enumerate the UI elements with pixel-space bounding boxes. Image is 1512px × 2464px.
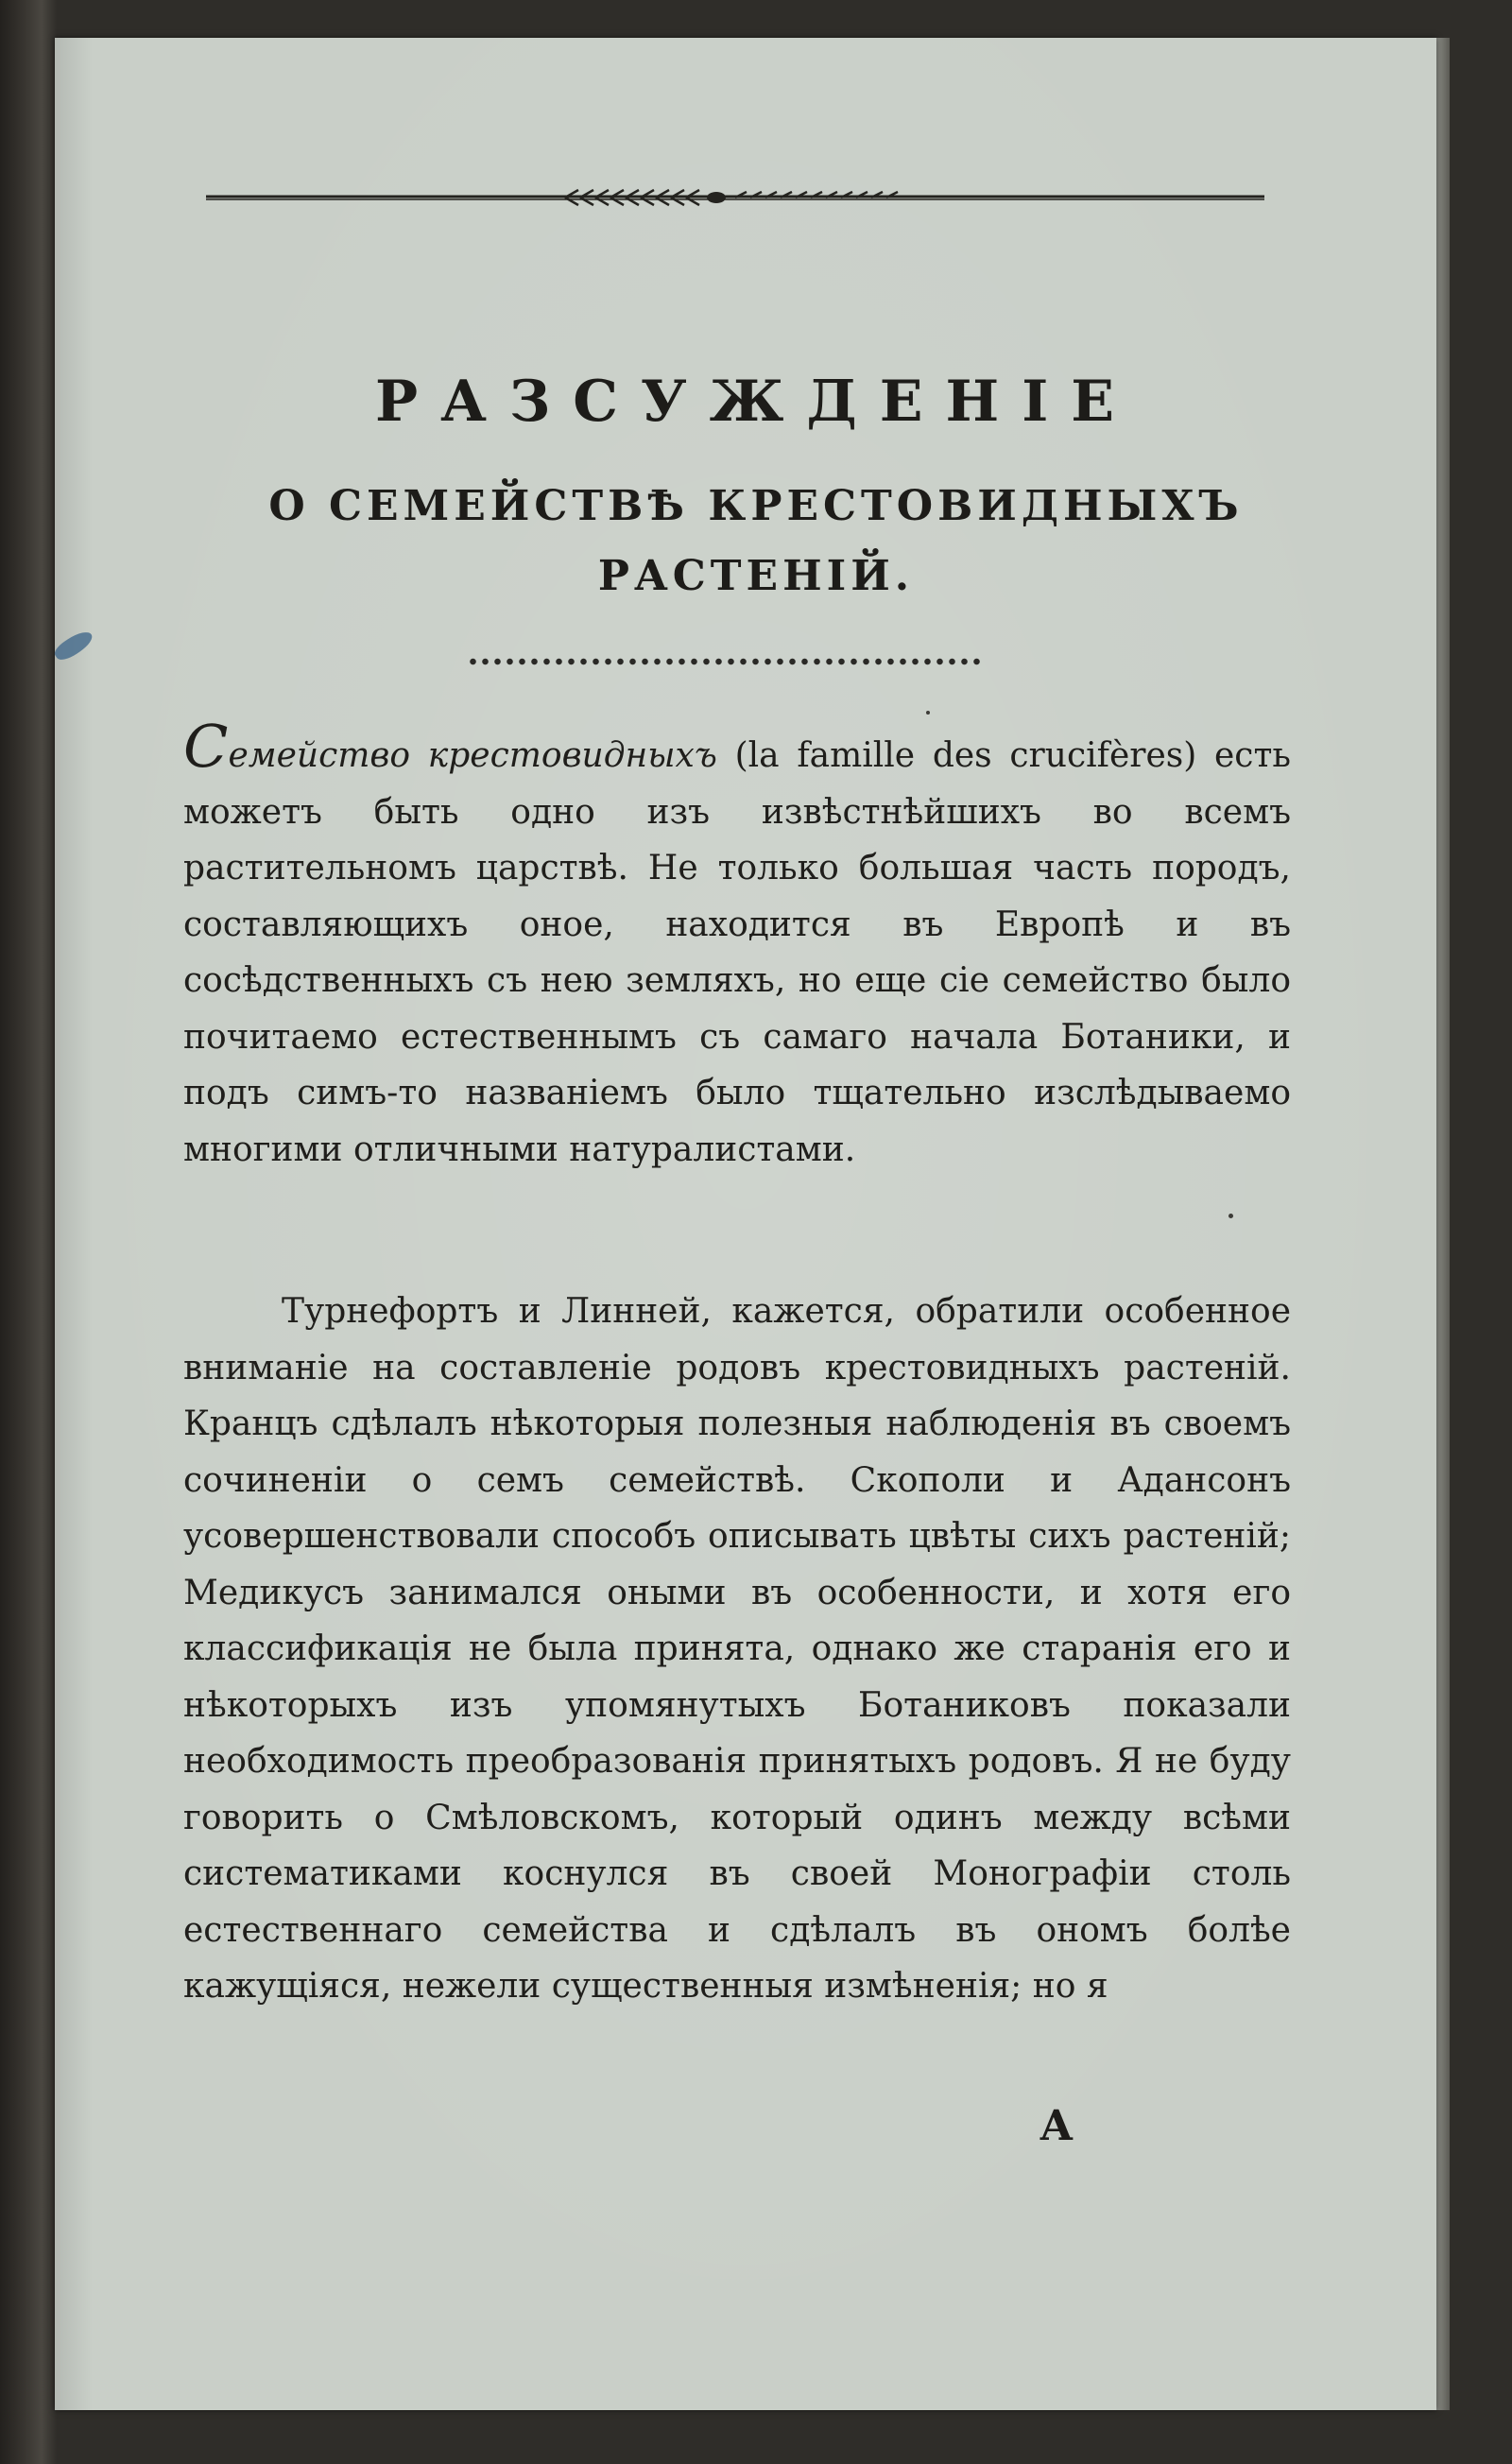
signature-mark: А: [1040, 2102, 1074, 2150]
dotted-rule: [467, 655, 985, 668]
subtitle-line-2: РАСТЕНІЙ.: [597, 552, 915, 600]
paragraph-2: [183, 1284, 1291, 2015]
ornamental-rule: [206, 185, 1264, 212]
paragraph-2-text: Турнефортъ и Линней, кажется, обратили особенное вниманіе на составленіе родовъ крестовидныхъ растеній. Кранцъ сдѣлалъ нѣкоторыя полезныя наблюденія въ своемъ сочиненіи о семъ семействѣ. Скополи и Адансонъ усовершенствовали способъ описывать цвѣты сихъ растеній; Медикусъ занимался оными въ особенности, и хотя его классификація не была принята, однако же старанія его и нѣкоторыхъ изъ упомянутыхъ Ботаниковъ показали необходимость преобразованія принятыхъ родовъ. Я не буду говорить о Смѣловскомъ, который одинъ между всѣми систематиками коснулся въ своей Монографіи столь естественнаго семейства и сдѣлалъ въ ономъ болѣе кажущіяся, нежели существенныя измѣненія; но я: [183, 1292, 1291, 2006]
page-title: РАЗСУЖДЕНІЕ: [375, 369, 1137, 435]
drop-capital: С: [183, 712, 229, 781]
paragraph-1-text: (la famille des crucifères) есть можетъ быть одно изъ извѣстнѣйшихъ во всемъ растительномъ царствѣ. Не только большая часть породъ, составляющихъ оное, находится въ Европѣ и въ сосѣдственныхъ съ нею земляхъ, но еще сіе семейство было почитаемо естественнымъ съ самаго начала Ботаники, и подъ симъ-то названіемъ было тщательно изслѣдываемо многими отличными натуралистами.: [183, 736, 1291, 1169]
paragraph-1-lead: емейство крестовидныхъ: [228, 736, 717, 775]
paragraph-1: [183, 712, 1291, 1178]
subtitle-line-1: О СЕМЕЙСТВѢ КРЕСТОВИДНЫХЪ: [268, 482, 1244, 530]
paper-speck: [926, 711, 930, 715]
paper-speck: [1228, 1214, 1233, 1218]
